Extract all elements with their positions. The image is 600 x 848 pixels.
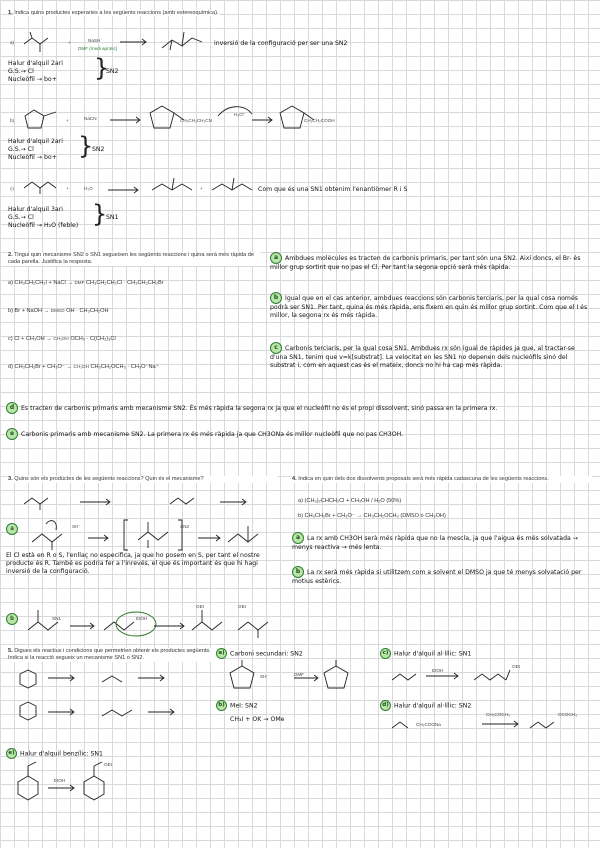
q1a-reason-1: Halur d'alquil 2ari — [8, 60, 63, 67]
q3-number: 3. — [8, 476, 13, 482]
q5b-bullet: b) — [216, 700, 227, 711]
q1b-product-ring — [278, 100, 318, 132]
q2-answer-b-text: Igual que en el cas anterior, ambdues reaccions són carbonis terciaris, per la qual cosa només podrà ser SN1. Per tant, quina és més ràpida, ens fixem en quin és millor grup sortint. Com que el I és millor, la segona rx és més ràpida. — [270, 295, 588, 320]
q2-row-solvent: CH₃OH — [73, 364, 89, 369]
q1c-product-1 — [150, 176, 196, 198]
q3-reaction-scheme — [20, 488, 280, 512]
q5c-title: Halur d'alquil al·lílic: SN1 — [394, 650, 472, 658]
q1a-product-structure — [158, 28, 208, 54]
q1c-note: Com que és una SN1 obtenim l'enantiòmer R i S — [258, 186, 408, 193]
q1b-intermediate-ring — [148, 100, 188, 132]
q1b-reagent: NaCN — [84, 116, 97, 121]
q5a-bullet: a) — [216, 648, 227, 659]
q1c-reason-1: Halur d'alquil 3ari — [8, 206, 63, 213]
q3-prompt: Quins són els productes de les següents reaccions? Quin és el mecanisme? — [14, 476, 204, 482]
q5a-title-wrap — [216, 648, 303, 659]
q2-answer-c-bullet: c — [270, 342, 282, 354]
q3b-product-1: OEt — [196, 604, 204, 609]
q2-row-rhs: OCH₃ — [70, 336, 86, 342]
q5d-title-wrap — [380, 700, 471, 711]
q2-row-solvent: CH₃OH — [53, 336, 69, 341]
q1b-reason-2: G.S.→ Cl — [8, 146, 34, 154]
q1b-brace: } — [78, 132, 94, 160]
q2-row-alt: CH₃O⁻Na⁺ — [130, 364, 159, 370]
q5c-product: OEt — [512, 664, 520, 669]
q4-row-a: a) (CH₃)₂CHCH₂Cl + CH₃OH / H₂O (50%) — [298, 498, 402, 504]
q4-answer-b-bullet: b — [292, 566, 304, 578]
q5c-solvent: EtOH — [432, 668, 444, 673]
q2-header — [8, 252, 260, 266]
q2-reactions — [8, 280, 268, 392]
q2-row-alt: C(CH₃)₃Cl — [90, 336, 116, 342]
q2-answer-e-bullet: e — [6, 428, 18, 440]
q1c-reasons — [8, 206, 78, 230]
q2-answer-a-bullet: a — [270, 252, 282, 264]
q5b-equation: CH₃I + OK → OMe — [230, 716, 285, 723]
q4-answer-a-bullet: a — [292, 532, 304, 544]
q5e-product: OEt — [104, 762, 112, 767]
q2-answer-c-text: Carbonis terciaris, per la qual cosa SN1. Ambdues rx són igual de ràpides ja que, al tractar-se d'una SN1, tenim que v=k[substrat]. La velocitat en les SN1 no depenen dels nucleòfils sinó del substrat i, com en aquest cas és el mateix, doncs no hi ha cap més ràpida. — [270, 345, 575, 370]
q2-row-b: b) Br + NaOH → DMSO OH · CH₃CH₂OH — [8, 308, 109, 314]
q3a-mechanism-drawing — [28, 516, 278, 552]
q4-answer-a-text: La rx amb CH3OH serà més ràpida que no la mescla, ja que l'aigua és més solvatada → menys reactiva → més lenta. — [292, 535, 578, 551]
q2-row-alt: CH₃CH₂CH₂Br — [127, 280, 164, 286]
q1b-reasons — [8, 138, 63, 162]
q4-answer-b — [292, 566, 592, 586]
q2-row-lhs: Cl + CH₃OH — [14, 336, 45, 342]
q2-answer-b — [270, 292, 592, 320]
q1-prompt: Indica quins productes esperaries a les següents reaccions (amb estereoquímica). — [14, 10, 219, 16]
q5e-bullet: e) — [6, 748, 17, 759]
q5d-title: Halur d'alquil al·lílic: SN2 — [394, 702, 472, 710]
q1b-label: b) — [10, 118, 15, 123]
q2-answer-d-text: Es tracten de carbonis primaris amb mecanisme SN2. És més ràpida la segona rx ja que el nucleòfil no és el propi dissolvent, sinó passa en la primera rx. — [21, 405, 498, 412]
q2-answer-c — [270, 342, 592, 370]
q1a-product-note: inversió de la configuració per ser una SN2 — [214, 40, 348, 47]
q5-prompt: Digues els reactius i condicions que permetrien obtenir els productes següents. Indica si la reacció segueix un mecanisme SN1 o SN2. — [8, 648, 211, 661]
q5b-title: MeI: SN2 — [230, 702, 258, 710]
q2-row-solvent: DMF — [74, 280, 85, 285]
q4-prompt: Indica en quin dels dos dissolvents proposats serà més ràpida cadascuna de les següents reaccions. — [298, 476, 549, 482]
q5e-title-wrap — [6, 748, 103, 759]
q5-number: 5. — [8, 648, 13, 654]
q1c-reagent: H₂O — [84, 186, 93, 191]
q5d-product: OCOCH₃ — [558, 712, 577, 717]
q1b-hydrolysis: H₃O⁺ — [234, 112, 246, 117]
q5d-solvent: CH₃COCH₃ — [486, 712, 510, 717]
q2-row-solvent: DMSO — [50, 308, 65, 313]
q1a-reactant-structure — [22, 30, 62, 56]
q1-number: 1. — [8, 10, 13, 16]
q2-answer-a — [270, 252, 592, 272]
q1b-intermediate: CH₂CH₂CH₂CN — [180, 118, 212, 123]
q1c-reason-3: Nucleòfil → H₂O (feble) — [8, 222, 79, 230]
q3b-product-2: OEt — [238, 604, 246, 609]
q3a-mechanism: SN2 — [180, 524, 189, 529]
q1b-arrow-2 — [252, 116, 276, 124]
q1b-reason-1: Halur d'alquil 2ari — [8, 138, 63, 145]
q2-row-d: d) CH₃CH₂Br + CH₃O⁻ → CH₃OH CH₃CH₂OCH₃ · CH₃O⁻Na⁺ — [8, 364, 159, 370]
q1c-arrow — [108, 186, 142, 194]
q1c-product-2 — [210, 176, 256, 198]
q4-header — [292, 476, 592, 483]
q2-row-label: d) — [8, 364, 13, 370]
q1b-product: CH₂CH₂COOH — [304, 118, 335, 123]
q4-row-b: b) CH₃CH₂Br + CH₃O⁻ → CH₃CH₂OCH₃ (DMSO o CH₃OH) — [298, 512, 446, 519]
q2-row-lhs: CH₃CH₂Br + CH₃O⁻ — [14, 364, 65, 370]
q5c-title-wrap — [380, 648, 471, 659]
q4-reactions — [298, 498, 588, 520]
q1-header — [8, 10, 428, 17]
q1b-reactant-ring — [22, 102, 62, 132]
q2-row-lhs: Br + NaOH — [14, 308, 43, 314]
q5a-drawing — [228, 660, 358, 694]
q5a-reagent: SH⁻ — [260, 674, 269, 679]
q5d-bullet: d) — [380, 700, 391, 711]
q1c-reason-2: G.S.→ Cl — [8, 214, 34, 222]
q2-prompt: Tingui quin mecanisme SN2 o SN1 segueixen les següents reaccions i quina serà més ràpida de cada parella. Justifica la resposta. — [8, 252, 254, 265]
q2-row-alt: CH₃CH₂OH — [79, 308, 109, 314]
q2-row-rhs: CH₃CH₂CH₂Cl — [86, 280, 123, 286]
q4-answer-a — [292, 532, 592, 552]
q2-row-rhs: CH₃CH₂OCH₃ — [90, 364, 126, 370]
q2-answer-a-text: Ambdues molècules es tracten de carbonis primaris, per tant són una SN2. Així doncs, el Br- és millor grup sortint que no pas el Cl. Per tant la segona opció serà més ràpida. — [270, 255, 581, 271]
q1a-reason-3: Nucleòfil → bo+ — [8, 76, 57, 84]
q1c-label: c) — [10, 186, 14, 191]
q1b-mechanism: SN2 — [92, 146, 105, 153]
q3b-bullet-wrap — [6, 610, 21, 628]
q2-row-rhs: OH — [66, 308, 75, 314]
q1a-solvent-note: DMF (medi aprotic) — [78, 46, 118, 51]
q1b-reason-3: Nucleòfil → bo+ — [8, 154, 57, 162]
q2-answer-d — [6, 402, 594, 414]
q4-number: 4. — [292, 476, 297, 482]
q3a-bullet: a — [6, 523, 18, 535]
q2-answer-e — [6, 428, 594, 440]
q3-header — [8, 476, 278, 483]
q1a-brace: } — [94, 54, 110, 82]
q2-row-c: c) Cl + CH₃OH → CH₃OH OCH₃ · C(CH₃)₃Cl — [8, 336, 116, 342]
q3b-bullet: b — [6, 613, 18, 625]
q1a-arrow — [120, 38, 150, 46]
q2-row-label: b) — [8, 308, 13, 314]
q5a-solvent: DMF — [294, 672, 304, 677]
q5e-solvent: EtOH — [54, 778, 66, 783]
q1a-reason-2: G.S.→ Cl — [8, 68, 34, 76]
q5a-title: Carboni secundari: SN2 — [230, 650, 303, 658]
q5b-title-wrap — [216, 700, 258, 711]
q3a-reagent: SH⁻ — [72, 524, 81, 529]
q2-answer-b-bullet: b — [270, 292, 282, 304]
q3b-mechanism: SN1 — [52, 616, 61, 621]
q5e-title: Halur d'alquil benzílic: SN1 — [20, 750, 103, 758]
q2-row-label: c) — [8, 336, 13, 342]
q4-answer-b-text: La rx serà més ràpida si utilitzem com a solvent el DMSO ja que té menys solvatació per motius estèrics. — [292, 569, 582, 585]
q1a-label: a) — [10, 40, 15, 45]
q5-reaction-scheme — [18, 666, 208, 732]
q5d-reagent: CH₃COONa — [416, 722, 441, 727]
q1c-reactant-structure — [22, 176, 62, 196]
q1a-reasons — [8, 60, 63, 84]
q2-row-label: a) — [8, 280, 13, 286]
q5c-bullet: c) — [380, 648, 391, 659]
q1c-mechanism: SN1 — [106, 214, 119, 221]
q1a-reagent: NaSH — [88, 38, 101, 43]
q1c-brace: } — [92, 200, 108, 228]
q2-row-lhs: CH₃CH₂CH₂I + NaCl — [14, 280, 66, 286]
q2-answer-d-bullet: d — [6, 402, 18, 414]
q1a-mechanism: SN2 — [106, 68, 119, 75]
q2-number: 2. — [8, 252, 13, 258]
q3a-bullet-wrap — [6, 520, 21, 538]
q2-row-a: a) CH₃CH₂CH₂I + NaCl → DMF CH₃CH₂CH₂Cl · CH₃CH₂CH₂Br — [8, 280, 164, 286]
q1b-arrow-1 — [110, 116, 144, 124]
q2-answer-e-text: Carbonis primaris amb mecanisme SN2. La primera rx és més ràpida ja que CH3ONa és millor nucleòfil que no pas CH3OH. — [21, 431, 404, 438]
q3a-text: El Cl està en R o S, l'enllaç no especifica, ja que ho posem en S, per tant el nostre producte és R. També es podria fer a l'inrevés, el que és important és que hi hagi inversió de la configuració. — [6, 552, 260, 576]
q3b-mechanism-drawing — [24, 604, 274, 640]
q3b-reagent: EtOH — [136, 616, 148, 621]
q5-header — [8, 648, 220, 662]
